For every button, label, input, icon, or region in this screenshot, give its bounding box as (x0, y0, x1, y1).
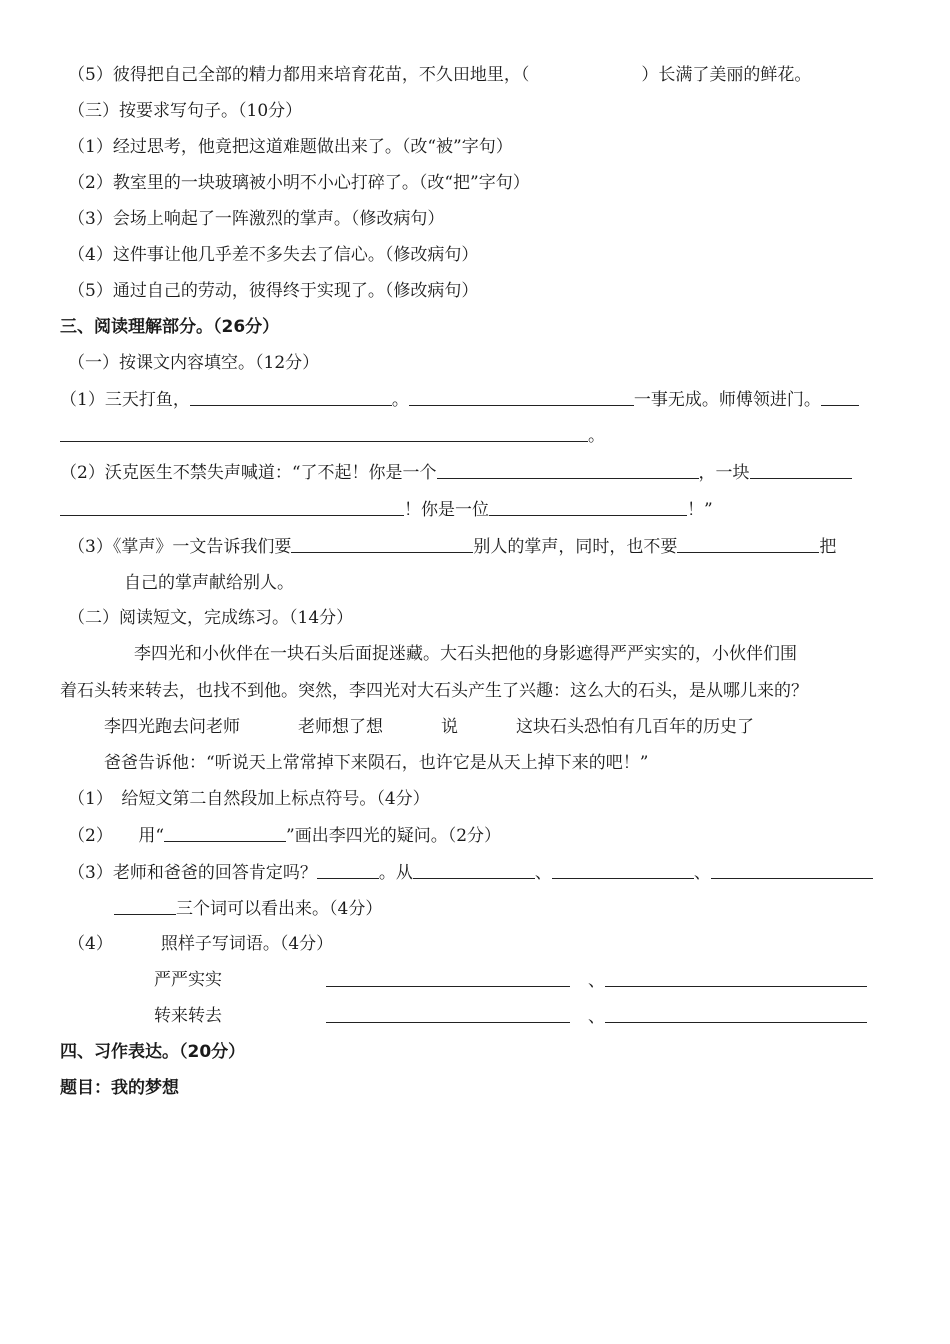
exercise-2 (68, 824, 501, 847)
rewrite-item-3: （3）会场上响起了一阵激烈的掌声。（修改病句） (68, 209, 445, 229)
part3-sub2: （二）阅读短文，完成练习。（14分） (68, 608, 354, 628)
ex2-text-b: ”画出李四光的疑问。（2分） (286, 826, 502, 846)
q1-text-d: 。 (588, 426, 605, 446)
ex3-blank-3[interactable] (552, 861, 694, 879)
ex3-text-a: （3）老师和爸爸的回答肯定吗？ (68, 863, 317, 883)
para2-part-1: 李四光跑去问老师 (104, 717, 240, 737)
ex4-blank-4[interactable] (605, 1005, 867, 1023)
ex3-blank-2[interactable] (413, 861, 535, 879)
example-word-2: 转来转去 (154, 1006, 222, 1026)
essay-title: 题目：我的梦想 (60, 1078, 179, 1098)
q3-line-2: 自己的掌声献给别人。 (124, 573, 294, 593)
q2-text-b: ，一块 (698, 463, 750, 483)
rewrite-item-5: （5）通过自己的劳动，彼得终于实现了。（修改病句） (68, 281, 479, 301)
ex2-text-a: （2） 用“ (68, 826, 165, 846)
ex3-text-e: 三个词可以看出来。（4分） (176, 899, 383, 919)
exercise-3-line-2 (114, 897, 382, 920)
ex3-text-c: 、 (534, 863, 552, 883)
ex3-text-d: 、 (693, 863, 711, 883)
ex3-blank-5[interactable] (114, 897, 176, 915)
q3-text-a: （3）《掌声》一文告诉我们要 (68, 537, 292, 557)
q2-line-2 (60, 498, 713, 521)
exercise-3 (68, 861, 873, 884)
q1-text-b: 。 (391, 390, 409, 410)
ex4-label: （4） (68, 934, 113, 954)
passage-line-1: 李四光和小伙伴在一块石头后面捉迷藏。大石头把他的身影遮得严严实实的，小伙伴们围 (134, 644, 797, 664)
q2-line (60, 461, 852, 484)
rewrite-item-4: （4）这件事让他几乎差不多失去了信心。（修改病句） (68, 245, 479, 265)
ex4-sep-2: 、 (588, 1007, 605, 1027)
q1-blank-3[interactable] (821, 388, 859, 406)
q1-text-a: （1）三天打鱼， (60, 390, 190, 410)
q1-line (60, 388, 859, 411)
ex2-underline-sample (164, 824, 286, 842)
ex4-text: 照样子写词语。（4分） (160, 934, 334, 954)
q5-fill-line (68, 64, 811, 86)
example-word-1: 严严实实 (154, 970, 222, 990)
q2-blank-1[interactable] (437, 461, 699, 479)
q2-text-a: （2）沃克医生不禁失声喊道：“了不起！你是一个 (60, 463, 437, 483)
part3-sub1: （一）按课文内容填空。（12分） (68, 353, 320, 373)
exercise-4 (68, 933, 333, 955)
q5-text-a: （5）彼得把自己全部的精力都用来培育花苗，不久田地里，（ (68, 65, 530, 85)
rewrite-item-1: （1）经过思考，他竟把这道难题做出来了。（改“被”字句） (68, 137, 513, 157)
q2-blank-2[interactable] (750, 461, 852, 479)
rewrite-item-2: （2）教室里的一块玻璃被小明不小心打碎了。（改“把”字句） (68, 173, 530, 193)
q2-text-c: ！你是一位 (404, 500, 489, 520)
ex4-blank-1[interactable] (326, 969, 570, 987)
q3-blank-1[interactable] (291, 535, 473, 553)
example-row-1 (326, 969, 867, 992)
q3-text-c: 把 (819, 537, 837, 557)
passage-line-2: 着石头转来转去，也找不到他。突然，李四光对大石头产生了兴趣：这么大的石头，是从哪儿来的？ (60, 681, 808, 701)
passage-para3: 爸爸告诉他：“听说天上常常掉下来陨石，也许它是从天上掉下来的吧！” (104, 753, 649, 773)
q3-blank-2[interactable] (677, 535, 819, 553)
q2-blank-3[interactable] (60, 498, 404, 516)
ex3-blank-1[interactable] (317, 861, 379, 879)
q2-blank-4[interactable] (489, 498, 687, 516)
q1-blank-2[interactable] (409, 388, 634, 406)
q1-blank-1[interactable] (190, 388, 392, 406)
q2-text-d: ！” (687, 500, 713, 520)
q1-line-2 (60, 424, 605, 447)
q1-text-c: 一事无成。师傅领进门。 (633, 390, 821, 410)
q1-blank-4[interactable] (60, 424, 588, 442)
part4-heading: 四、习作表达。（20分） (60, 1042, 246, 1062)
para2-part-3: 说 (441, 717, 458, 737)
example-row-2 (326, 1005, 867, 1028)
passage-para2 (104, 716, 754, 738)
q5-text-b: ）长满了美丽的鲜花。 (641, 65, 812, 85)
q3-text-b: 别人的掌声，同时，也不要 (473, 537, 678, 557)
ex3-text-b: 。从 (378, 863, 413, 883)
rewrite-heading: （三）按要求写句子。（10分） (68, 101, 303, 121)
ex4-blank-3[interactable] (326, 1005, 570, 1023)
ex4-sep-1: 、 (588, 971, 605, 991)
exercise-1: （1） 给短文第二自然段加上标点符号。（4分） (68, 789, 430, 809)
para2-part-4: 这块石头恐怕有几百年的历史了 (516, 717, 754, 737)
part3-heading: 三、阅读理解部分。（26分） (60, 317, 280, 337)
para2-part-2: 老师想了想 (298, 717, 383, 737)
q3-line (68, 535, 836, 558)
ex4-blank-2[interactable] (605, 969, 867, 987)
ex3-blank-4[interactable] (711, 861, 873, 879)
